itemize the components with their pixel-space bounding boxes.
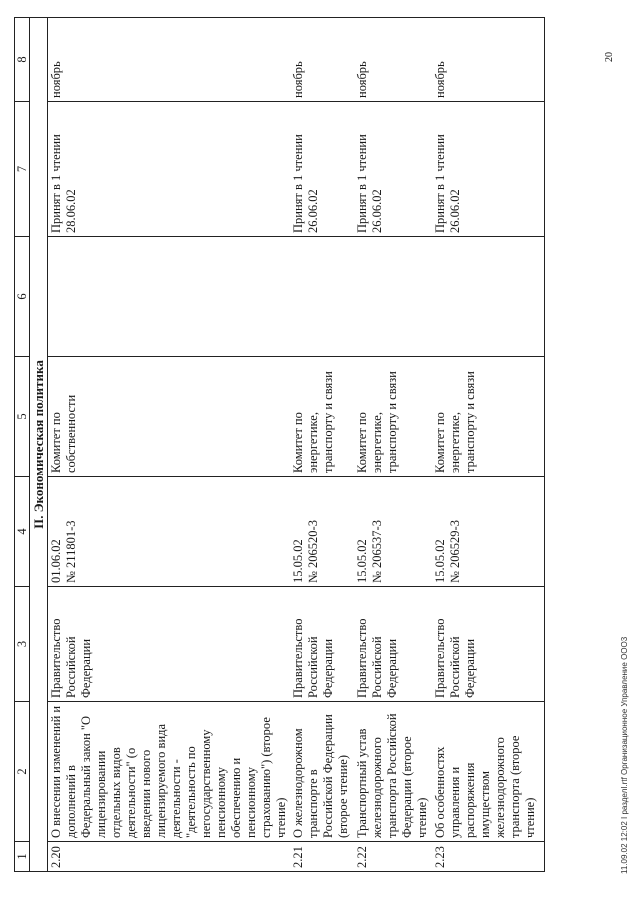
bill-date-reg [354, 477, 432, 587]
bill-title: Об особенностях управления и распоряжения имуществом железнодорожного транспорта (второе чтение) [432, 702, 544, 842]
table-row [354, 18, 432, 872]
row-number: 2.21 [290, 842, 354, 872]
status-date: 26.06.02 [370, 189, 384, 233]
col-header: 2 [15, 702, 30, 842]
bill-title: Транспортный устав железнодорожного транспорта Российской Федерации (второе чтение) [354, 702, 432, 842]
status-cell [48, 102, 291, 237]
status-cell [290, 102, 354, 237]
bill-author: Правительство Российской Федерации [290, 587, 354, 702]
col-header: 4 [15, 477, 30, 587]
bill-date: 15.05.02 [355, 539, 369, 583]
col-header: 1 [15, 842, 30, 872]
status: Принят в 1 чтении [355, 134, 369, 233]
print-footer: 11.09.02 12:02 I разделI.rtf Организационное Управление ООО3 [620, 636, 629, 874]
bill-reg-number: № 206520-3 [306, 520, 320, 583]
bill-reg-number: № 206529-3 [448, 520, 462, 583]
table-row [432, 18, 544, 872]
bill-title: О внесении изменений и дополнений в Федеральный закон "О лицензировании отдельных видов деятельности" (о введении нового лицензируемого вида деятельности - "деятельность по негосударственному пенсионному обеспечению и пенсионному страхованию") (второе чтение) [48, 702, 291, 842]
page-number: 20 [604, 52, 615, 62]
status-cell [432, 102, 544, 237]
bill-date: 15.05.02 [433, 539, 447, 583]
committee: Комитет по энергетике, транспорту и связи [432, 357, 544, 477]
bill-author: Правительство Российской Федерации [48, 587, 291, 702]
bill-title: О железнодорожном транспорте в Российской Федерации (второе чтение) [290, 702, 354, 842]
month: ноябрь [354, 18, 432, 102]
bill-reg-number: № 206537-3 [370, 520, 384, 583]
status-date: 28.06.02 [64, 189, 78, 233]
bill-author: Правительство Российской Федерации [432, 587, 544, 702]
month: ноябрь [432, 18, 544, 102]
section-row [30, 18, 48, 872]
bill-date-reg [290, 477, 354, 587]
status-cell [354, 102, 432, 237]
col6-cell [290, 237, 354, 357]
month: ноябрь [290, 18, 354, 102]
col-header: 5 [15, 357, 30, 477]
bill-date-reg [48, 477, 291, 587]
committee: Комитет по энергетике, транспорту и связи [354, 357, 432, 477]
col6-cell [354, 237, 432, 357]
col6-cell [48, 237, 291, 357]
legislation-table [14, 17, 545, 872]
committee: Комитет по собственности [48, 357, 291, 477]
bill-date: 01.06.02 [49, 539, 63, 583]
row-number: 2.22 [354, 842, 432, 872]
column-number-row [15, 18, 30, 872]
row-number: 2.20 [48, 842, 291, 872]
status: Принят в 1 чтении [291, 134, 305, 233]
bill-author: Правительство Российской Федерации [354, 587, 432, 702]
table-row [48, 18, 291, 872]
bill-reg-number: № 211801-3 [64, 520, 78, 583]
section-title: II. Экономическая политика [30, 18, 48, 872]
col6-cell [432, 237, 544, 357]
col-header: 8 [15, 18, 30, 102]
month: ноябрь [48, 18, 291, 102]
table-row [290, 18, 354, 872]
status: Принят в 1 чтении [49, 134, 63, 233]
col-header: 3 [15, 587, 30, 702]
bill-date: 15.05.02 [291, 539, 305, 583]
row-number: 2.23 [432, 842, 544, 872]
status-date: 26.06.02 [306, 189, 320, 233]
status: Принят в 1 чтении [433, 134, 447, 233]
status-date: 26.06.02 [448, 189, 462, 233]
bill-date-reg [432, 477, 544, 587]
committee: Комитет по энергетике, транспорту и связи [290, 357, 354, 477]
col-header: 7 [15, 102, 30, 237]
col-header: 6 [15, 237, 30, 357]
